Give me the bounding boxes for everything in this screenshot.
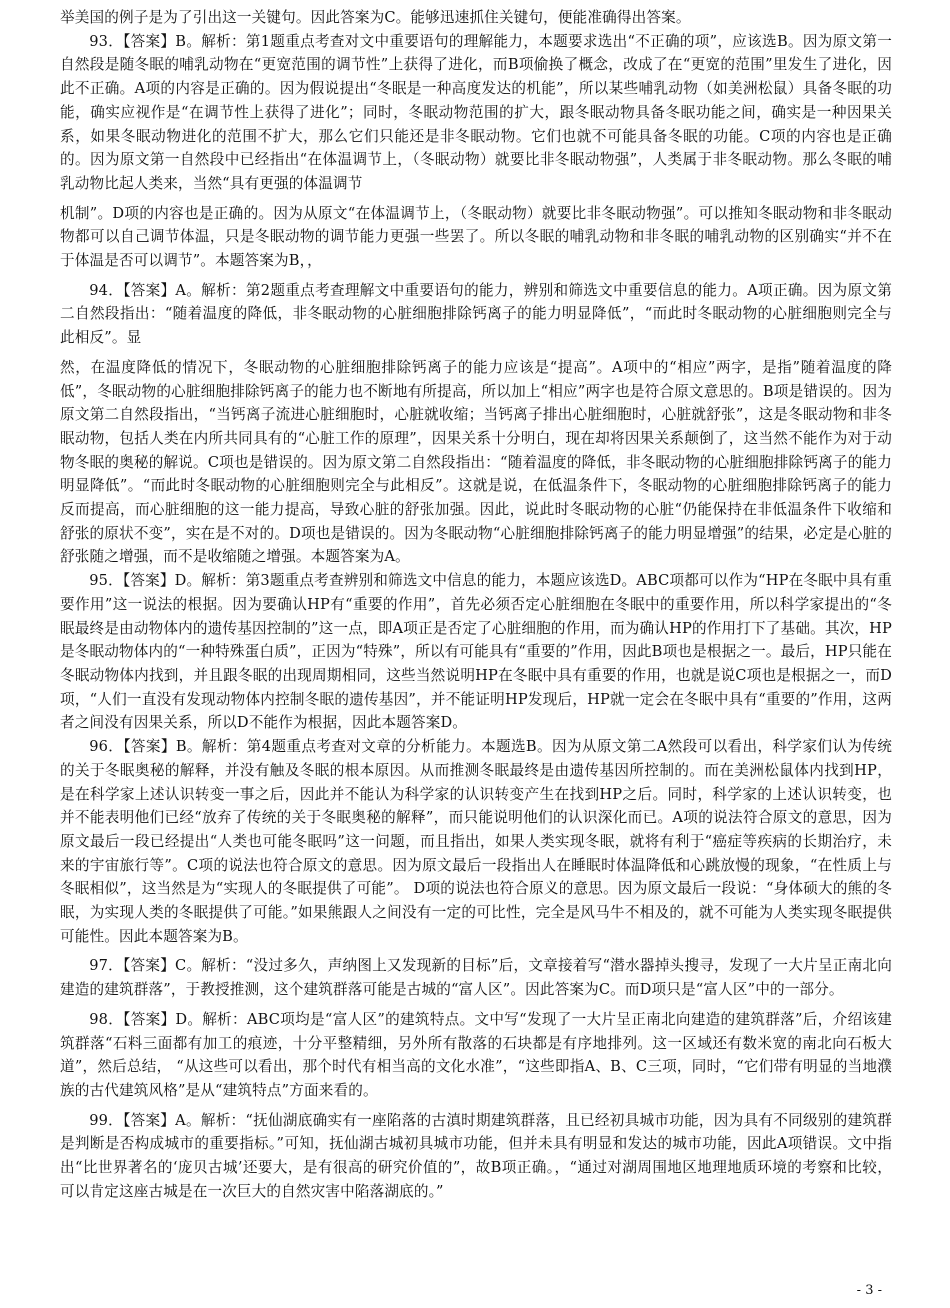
answer-93: 93．【答案】B。解析：第1题重点考查对文中重要语句的理解能力，本题要求选出“不正确的项”，应该选B。因为原文第一自然段是随冬眠的哺乳动物在“更宽范围的调节性”上获得了进化，而B项偷换了概念，改成了在“更宽的范围”里发生了进化，因此不正确。A项的内容是正确的。因为假说提出“冬眠是一种高度发达的机能”，所以某些哺乳动物（如美洲松鼠）具备冬眠的功能，确实应视作是“在调节性上获得了进化”；同时，冬眠动物范围的扩大，跟冬眠动物具备冬眠功能之间，确实是一种因果关系，如果冬眠动物进化的范围不扩大，那么它们只能还是非冬眠动物。它们也就不可能具备冬眠的功能。C项的内容也是正确的。因为原文第一自然段中已经指出“在体温调节上，（冬眠动物）就要比非冬眠动物强”，人类属于非冬眠动物。那么冬眠的哺乳动物比起人类来，当然“具有更强的体温调节 bbox=[60, 32, 892, 192]
answer-98: 98．【答案】D。解析：ABC项均是“富人区”的建筑特点。文中写“发现了一大片呈正南北向建造的建筑群落”后，介绍该建筑群落“石料三面都有加工的痕迹，十分平整精细，另外所有散落的石块都是有序地排列。这一区域还有数米宽的南北向石板大道”，然后总结， “从这些可以看出，那个时代有相当高的文化水准”，“这些即指A、B、C三项，同时，“它们带有明显的当地濮族的古代建筑风格”是从“建筑特点”方面来看的。 bbox=[60, 1010, 892, 1099]
answer-99: 99．【答案】A。解析：“抚仙湖底确实有一座陷落的古滇时期建筑群落，且已经初具城市功能，因为具有不同级别的建筑群是判断是否构成城市的重要指标。”可知，抚仙湖古城初具城市功能，但并未具有明显和发达的城市功能，因此A项错误。文中指出“比世界著名的‘庞贝古城’还要大，是有很高的研究价值的”，故B项正确。，“通过对湖周围地区地理地质环境的考察和比较，可以肯定这座古城是在一次巨大的自然灾害中陷落湖底的。” bbox=[60, 1111, 892, 1200]
answer-93-continuation: 机制”。D项的内容也是正确的。因为从原文“在体温调节上，（冬眠动物）就要比非冬眠动物强”。可以推知冬眠动物和非冬眠动物都可以自己调节体温，只是冬眠动物的调节能力更强一些罢了。所以冬眠的哺乳动物和非冬眠的哺乳动物的区别确实“并不在于体温是否可以调节”。本题答案为B，， bbox=[60, 204, 892, 270]
answer-97: 97．【答案】C。解析：“没过多久，声纳图上又发现新的目标”后，文章接着写“潜水器掉头搜寻，发现了一大片呈正南北向建造的建筑群落”，于教授推测，这个建筑群落可能是古城的“富人区”。因此答案为C。而D项只是“富人区”中的一部分。 bbox=[60, 957, 892, 999]
answer-95: 95．【答案】D。解析：第3题重点考查辨别和筛选文中信息的能力，本题应该选D。ABC项都可以作为“HP在冬眠中具有重要作用”这一说法的根据。因为要确认HP有“重要的作用”，首先必须否定心脏细胞在冬眠中的重要作用，所以科学家提出的“冬眠最终是由动物体内的遗传基因控制的”这一点，即A项正是否定了心脏细胞的作用，而为确认HP的作用打下了基础。其次，HP是冬眠动物体内的“一种特殊蛋白质”，正因为“特殊”，所以有可能具有“重要的”作用，因此B项也是根据之一。最后，HP只能在冬眠动物体内找到，并且跟冬眠的出现周期相同，这些当然说明HP在冬眠中具有重要的作用，也就是说C项也是根据之一，而D项，“人们一直没有发现动物体内控制冬眠的遗传基因”，并不能证明HP发现后，HP就一定会在冬眠中具有“重要的”作用，这两者之间没有因果关系，所以D不能作为根据，因此本题答案D。 bbox=[60, 572, 892, 732]
page-number: - 3 - bbox=[856, 1283, 882, 1298]
paragraph-continuation: 举美国的例子是为了引出这一关键句。因此答案为C。能够迅速抓住关键句，便能准确得出答案。 bbox=[60, 9, 691, 26]
answer-94-continuation: 然，在温度降低的情况下，冬眠动物的心脏细胞排除钙离子的能力应该是“提高”。A项中的“相应”两字，是指”随着温度的降低”，冬眠动物的心脏细胞排除钙离子的能力也不断地有所提高，所以加上“相应”两字也是符合原文意思的。B项是错误的。因为原文第二自然段指出，“当钙离子流进心脏细胞时，心脏就收缩；当钙离子排出心脏细胞时，心脏就舒张”，这是冬眠动物和非冬眠动物，包括人类在内所共同具有的“心脏工作的原理”，因果关系十分明白，现在却将因果关系颠倒了，这当然不能作为对于动物冬眠的奥秘的解说。C项也是错误的。因为原文第二自然段指出：“随着温度的降低，非冬眠动物的心脏细胞排除钙离子的能力明显降低”。“而此时冬眠动物的心脏细胞则完全与此相反”。这就是说，在低温条件下，冬眠动物的心脏细胞排除钙离子的能力反而提高，而心脏细胞的这一能力提高，导致心脏的舒张加强。因此，说此时冬眠动物的心脏“仍能保持在非低温条件下收缩和舒张的原状不变”，实在是不对的。D项也是错误的。因为冬眠动物“心脏细胞排除钙离子的能力明显增强”的结果，必定是心脏的舒张随之增强，而不是收缩随之增强。本题答案为A。 bbox=[60, 358, 892, 566]
answer-96: 96．【答案】B。解析：第4题重点考查对文章的分析能力。本题选B。因为从原文第二A然段可以看出，科学家们认为传统的关于冬眠奥秘的解释，并没有触及冬眠的根本原因。从而推测冬眠最终是由遗传基因所控制的。而在美洲松鼠体内找到HP，是在科学家上述认识转变一事之后，因此并不能认为科学家的认识转变产生在找到HP之后。同时，科学家的上述认识转变，也并不能表明他们已经“放弃了传统的关于冬眠奥秘的解释”，而只能说明他们的认识深化而已。A项的说法符合原文的意思，因为原文最后一段已经提出“人类也可能冬眠吗”这一问题，而且指出，如果人类实现冬眠，就将有利于“癌症等疾病的长期治疗，未来的宇宙旅行等”。C项的说法也符合原文的意思。因为原文最后一段指出人在睡眠时体温降低和心跳放慢的现象，“在性质上与冬眠相似”，这当然是为“实现人的冬眠提供了可能”。 D项的说法也符合原义的意思。因为原文最后一段说：“身体硕大的熊的冬眠，为实现人类的冬眠提供了可能。”如果熊跟人之间没有一定的可比性，完全是风马牛不相及的，就不可能为人类实现冬眠提供可能性。因此本题答案为B。 bbox=[60, 738, 892, 945]
document-body bbox=[60, 6, 892, 1203]
answer-94: 94．【答案】A。解析：第2题重点考查理解文中重要语句的能力，辨别和筛选文中重要信息的能力。A项正确。因为原文第二自然段指出：“随着温度的降低，非冬眠动物的心脏细胞排除钙离子的能力明显降低”，“而此时冬眠动物的心脏细胞则完全与此相反”。显 bbox=[60, 281, 892, 347]
